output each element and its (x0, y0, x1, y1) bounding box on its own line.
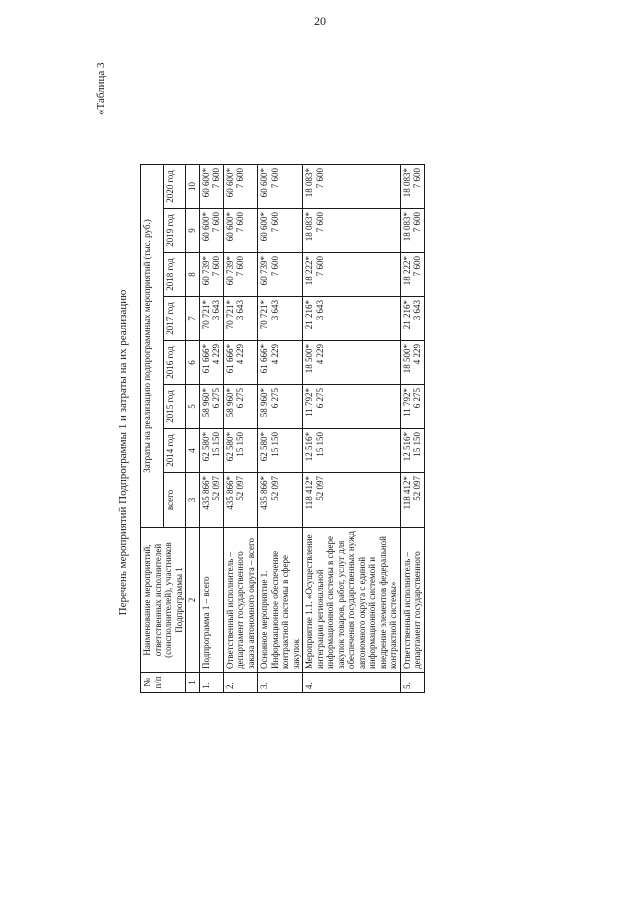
header-year: 2016 год (163, 341, 186, 385)
column-index: 3 (186, 473, 200, 528)
value-budget-funding: 52 097 (235, 476, 245, 501)
year-cell (400, 297, 424, 341)
year-cell (223, 253, 258, 297)
year-cell (303, 253, 401, 297)
year-cell (223, 297, 258, 341)
year-cell (223, 165, 258, 209)
value-total-funding: 58 960* (200, 388, 211, 418)
value-budget-funding: 7 600 (412, 168, 422, 189)
value-budget-funding: 7 600 (314, 256, 325, 277)
page-number: 20 (314, 14, 326, 28)
value-total-funding: 60 600* (200, 168, 211, 198)
value-budget-funding: 52 097 (211, 476, 221, 501)
value-budget-funding: 3 643 (412, 300, 422, 321)
value-total-funding: 58 960* (224, 388, 235, 418)
value-total-funding: 18 222* (401, 256, 412, 286)
year-cell (199, 429, 223, 473)
value-total-funding: 118 412* (304, 476, 314, 510)
value-total-funding: 60 600* (259, 168, 269, 198)
year-cell (199, 209, 223, 253)
value-budget-funding: 7 600 (211, 168, 221, 189)
value-budget-funding: 52 097 (412, 476, 422, 501)
value-total-funding: 62 580* (224, 432, 235, 462)
row-name: Основное мероприятие 1. Информационное обеспечение контрактной системы в сфере закупок (258, 528, 303, 673)
value-budget-funding: 7 600 (412, 212, 422, 233)
value-total-funding: 435 866* (259, 476, 269, 510)
column-index: 5 (186, 385, 200, 429)
value-budget-funding: 4 229 (211, 344, 221, 365)
value-budget-funding: 7 600 (235, 212, 245, 233)
value-total-funding: 21 216* (304, 300, 314, 330)
value-budget-funding: 3 643 (314, 300, 325, 321)
year-cell (223, 385, 258, 429)
value-budget-funding: 7 600 (314, 212, 325, 233)
header-year: 2014 год (163, 429, 186, 473)
value-total-funding: 18 083* (401, 212, 412, 242)
year-cell (258, 385, 303, 429)
value-budget-funding: 15 150 (412, 432, 422, 457)
row-name: Мероприятие 1.1. «Осуществление интеграции региональной информационной системы в сфере закупок товаров, работ, услуг для обеспечения государственных нужд автономного округа с единой информационной системой и внедрение элементов федеральной контрактной системы» (303, 528, 401, 673)
column-index: 8 (186, 253, 200, 297)
row-number: 4. (303, 673, 401, 693)
year-cell (223, 209, 258, 253)
header-year: 2015 год (163, 385, 186, 429)
year-cell (258, 165, 303, 209)
value-budget-funding: 15 150 (235, 432, 245, 457)
value-budget-funding: 4 229 (314, 344, 325, 365)
value-budget-funding: 7 600 (269, 168, 280, 189)
table-row (258, 165, 303, 693)
header-year: 2018 год (163, 253, 186, 297)
table-row (223, 165, 258, 693)
year-cell (199, 385, 223, 429)
year-cell (199, 253, 223, 297)
value-budget-funding: 7 600 (269, 256, 280, 277)
year-cell (303, 209, 401, 253)
year-cell (258, 429, 303, 473)
value-total-funding: 21 216* (401, 300, 412, 330)
year-cell (223, 429, 258, 473)
column-index: 6 (186, 341, 200, 385)
value-budget-funding: 52 097 (269, 476, 280, 501)
row-number: 2. (223, 673, 258, 693)
year-cell (400, 165, 424, 209)
value-budget-funding: 4 229 (235, 344, 245, 365)
header-total: всего (163, 473, 186, 528)
column-index: 4 (186, 429, 200, 473)
value-total-funding: 70 721* (200, 300, 211, 330)
value-total-funding: 70 721* (224, 300, 235, 330)
header-year: 2020 год (163, 165, 186, 209)
year-cell (400, 209, 424, 253)
value-budget-funding: 7 600 (412, 256, 422, 277)
header-costs: Затраты на реализацию подпрограммных мероприятий (тыс. руб.) (141, 165, 164, 528)
row-name: Подпрограмма 1 – всего (199, 528, 223, 673)
measures-cost-table (140, 164, 425, 693)
value-budget-funding: 6 275 (235, 388, 245, 409)
header-year: 2019 год (163, 209, 186, 253)
value-budget-funding: 15 150 (269, 432, 280, 457)
value-total-funding: 61 666* (259, 344, 269, 374)
year-cell (303, 429, 401, 473)
value-total-funding: 60 739* (200, 256, 211, 286)
value-total-funding: 18 222* (304, 256, 314, 286)
value-budget-funding: 6 275 (269, 388, 280, 409)
header-num: № п/п (141, 673, 186, 693)
value-budget-funding: 6 275 (211, 388, 221, 409)
value-budget-funding: 3 643 (235, 300, 245, 321)
year-cell (258, 209, 303, 253)
total-cell (258, 473, 303, 528)
value-total-funding: 58 960* (259, 388, 269, 418)
value-budget-funding: 7 600 (235, 256, 245, 277)
column-index: 9 (186, 209, 200, 253)
value-budget-funding: 4 229 (412, 344, 422, 365)
table-row (199, 165, 223, 693)
value-total-funding: 18 083* (401, 168, 412, 198)
column-index: 10 (186, 165, 200, 209)
value-total-funding: 18 083* (304, 212, 314, 242)
year-cell (400, 385, 424, 429)
value-budget-funding: 4 229 (269, 344, 280, 365)
header-row-1 (141, 165, 164, 693)
year-cell (258, 253, 303, 297)
document-title: Перечень мероприятий Подпрограммы 1 и затраты на их реализацию (117, 289, 129, 616)
value-total-funding: 11 792* (401, 388, 412, 417)
row-name: Ответственный исполнитель – департамент государственного заказа автономного округа – всего (223, 528, 258, 673)
year-cell (258, 341, 303, 385)
total-cell (223, 473, 258, 528)
row-number: 3. (258, 673, 303, 693)
year-cell (199, 297, 223, 341)
value-budget-funding: 3 643 (269, 300, 280, 321)
year-cell (303, 297, 401, 341)
column-index: 7 (186, 297, 200, 341)
value-total-funding: 61 666* (224, 344, 235, 374)
row-name: Ответственный исполнитель – департамент государственного (400, 528, 424, 673)
header-year: 2017 год (163, 297, 186, 341)
value-budget-funding: 7 600 (211, 212, 221, 233)
table-label: «Таблица 3 (95, 62, 107, 115)
year-cell (223, 341, 258, 385)
value-budget-funding: 15 150 (314, 432, 325, 457)
value-total-funding: 435 866* (224, 476, 235, 510)
value-total-funding: 60 600* (224, 168, 235, 198)
column-index-row (186, 165, 200, 693)
year-cell (400, 253, 424, 297)
year-cell (303, 385, 401, 429)
row-number: 1. (199, 673, 223, 693)
year-cell (303, 165, 401, 209)
value-total-funding: 60 600* (224, 212, 235, 242)
value-total-funding: 118 412* (401, 476, 412, 510)
header-name: Наименование мероприятий, ответственных исполнителей (соисполнителей), участников Подпрограммы 1 (141, 528, 186, 673)
total-cell (199, 473, 223, 528)
value-budget-funding: 7 600 (211, 256, 221, 277)
column-index: 2 (186, 528, 200, 673)
table-row (303, 165, 401, 693)
value-total-funding: 435 866* (200, 476, 211, 510)
value-total-funding: 60 739* (224, 256, 235, 286)
value-budget-funding: 7 600 (235, 168, 245, 189)
value-total-funding: 12 516* (401, 432, 412, 462)
value-budget-funding: 7 600 (314, 168, 325, 189)
value-total-funding: 60 739* (259, 256, 269, 286)
value-budget-funding: 15 150 (211, 432, 221, 457)
value-total-funding: 61 666* (200, 344, 211, 374)
year-cell (199, 165, 223, 209)
value-budget-funding: 3 643 (211, 300, 221, 321)
value-budget-funding: 52 097 (314, 476, 325, 501)
value-total-funding: 18 500* (304, 344, 314, 374)
value-total-funding: 60 600* (200, 212, 211, 242)
year-cell (400, 429, 424, 473)
year-cell (258, 297, 303, 341)
row-number: 5. (400, 673, 424, 693)
value-total-funding: 70 721* (259, 300, 269, 330)
value-total-funding: 18 083* (304, 168, 314, 198)
value-total-funding: 62 580* (259, 432, 269, 462)
year-cell (303, 341, 401, 385)
value-total-funding: 60 600* (259, 212, 269, 242)
value-budget-funding: 7 600 (269, 212, 280, 233)
year-cell (199, 341, 223, 385)
year-cell (400, 341, 424, 385)
column-index: 1 (186, 673, 200, 693)
value-total-funding: 62 580* (200, 432, 211, 462)
value-total-funding: 18 500* (401, 344, 412, 374)
value-total-funding: 12 516* (304, 432, 314, 462)
value-budget-funding: 6 275 (314, 388, 325, 409)
total-cell (400, 473, 424, 528)
value-budget-funding: 6 275 (412, 388, 422, 409)
table-row (400, 165, 424, 693)
value-total-funding: 11 792* (304, 388, 314, 417)
total-cell (303, 473, 401, 528)
